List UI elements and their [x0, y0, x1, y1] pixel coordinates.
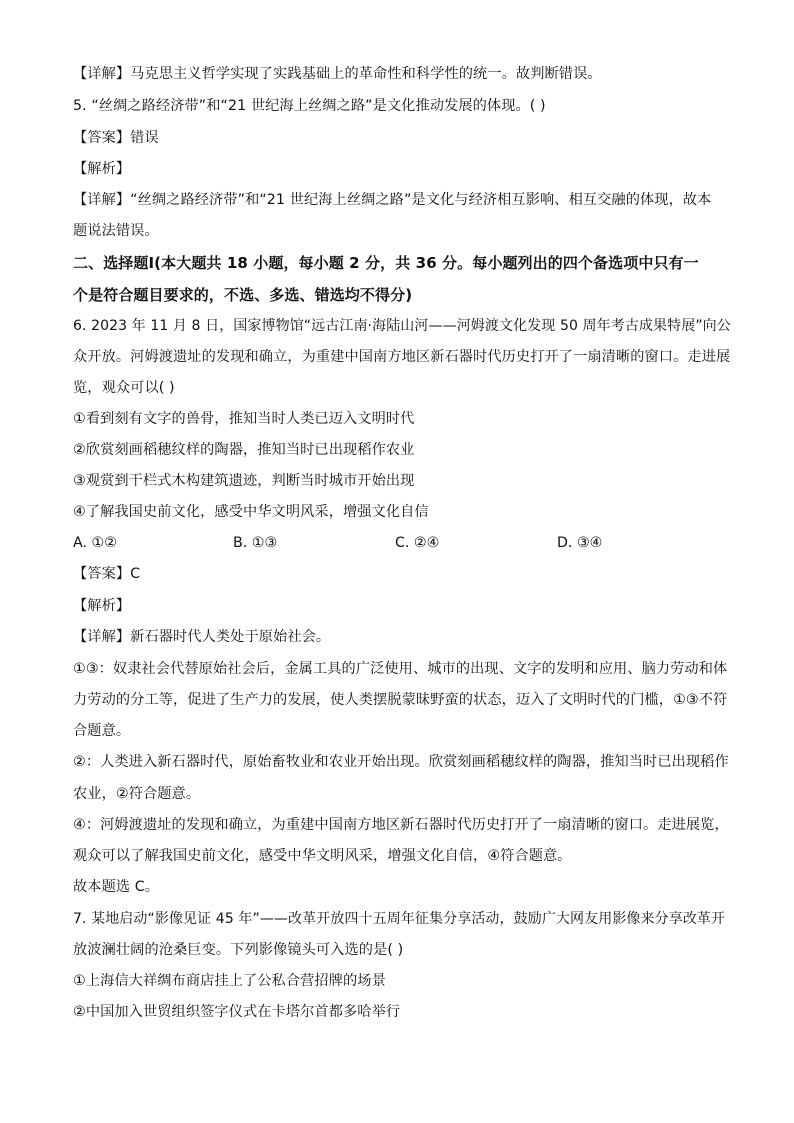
answer-q6: 【答案】C [73, 566, 141, 582]
analysis-label-q6: 【解析】 [73, 598, 131, 614]
q6-statement-2: ②欣赏刻画稻穗纹样的陶器，推知当时已出现稻作农业 [73, 442, 415, 458]
q6-option-d: D. ③④ [557, 535, 603, 551]
explanation-q6-13-line1: ①③：奴隶社会代替原始社会后，金属工具的广泛使用、城市的出现、文字的发明和应用、脑力劳动和体 [73, 661, 728, 677]
q7-statement-2: ②中国加入世贸组织签字仪式在卡塔尔首都多哈举行 [73, 1004, 401, 1020]
explanation-q6-intro: 【详解】新石器时代人类处于原始社会。 [73, 629, 331, 645]
explanation-q6-13-line2: 力劳动的分工等，促进了生产力的发展，使人类摆脱蒙昧野蛮的状态，迈入了文明时代的门槛，①③不符 [73, 692, 728, 708]
explanation-q5-line1: 【详解】“丝绸之路经济带”和“21 世纪海上丝绸之路”是文化与经济相互影响、相互交融的体现，故本 [73, 192, 712, 208]
question-7-line2: 放波澜壮阔的沧桑巨变。下列影像镜头可入选的是( ) [73, 942, 404, 958]
q6-statement-3: ③观赏到干栏式木构建筑遗迹，判断当时城市开始出现 [73, 473, 415, 489]
explanation-q6-4-line1: ④：河姆渡遗址的发现和确立，为重建中国南方地区新石器时代历史打开了一扇清晰的窗口。走进展览， [73, 817, 729, 833]
explanation-q6-2-line1: ②：人类进入新石器时代，原始畜牧业和农业开始出现。欣赏刻画稻穗纹样的陶器，推知当时已出现稻作 [73, 754, 729, 770]
explanation-q6-13-line3: 合题意。 [73, 723, 131, 739]
question-5: 5. “丝绸之路经济带”和“21 世纪海上丝绸之路”是文化推动发展的体现。( ) [73, 98, 546, 114]
explanation-q6-4-line2: 观众可以了解我国史前文化，感受中华文明风采，增强文化自信，④符合题意。 [73, 848, 572, 864]
q6-option-b: B. ①③ [233, 535, 278, 551]
conclusion-q6: 故本题选 C。 [73, 879, 160, 895]
question-6-line1: 6. 2023 年 11 月 8 日，国家博物馆“远古江南·海陆山河——河姆渡文化发现 50 周年考古成果特展”向公 [73, 318, 731, 334]
q6-option-a: A. ①② [73, 535, 117, 551]
question-6-line2: 众开放。河姆渡遗址的发现和确立，为重建中国南方地区新石器时代历史打开了一扇清晰的窗口。走进展 [73, 349, 731, 365]
analysis-label-q5: 【解析】 [73, 161, 131, 177]
section-heading-line1: 二、选择题Ⅰ(本大题共 18 小题，每小题 2 分，共 36 分。每小题列出的四个备选项中只有一 [73, 254, 699, 272]
q6-statement-1: ①看到刻有文字的兽骨，推知当时人类已迈入文明时代 [73, 411, 415, 427]
q6-statement-4: ④了解我国史前文化，感受中华文明风采，增强文化自信 [73, 504, 429, 520]
question-7-line1: 7. 某地启动“影像见证 45 年”——改革开放四十五周年征集分享活动，鼓励广大网友用影像来分享改革开 [73, 911, 726, 927]
question-6-line3: 览，观众可以( ) [73, 380, 175, 396]
section-heading-line2: 个是符合题目要求的，不选、多选、错选均不得分) [73, 286, 413, 304]
q6-option-c: C. ②④ [395, 535, 440, 551]
explanation-q4: 【详解】马克思主义哲学实现了实践基础上的革命性和科学性的统一。故判断错误。 [73, 66, 602, 82]
explanation-q6-2-line2: 农业，②符合题意。 [73, 786, 201, 802]
answer-q5: 【答案】错误 [73, 130, 159, 146]
explanation-q5-line2: 题说法错误。 [73, 223, 159, 239]
q7-statement-1: ①上海信大祥绸布商店挂上了公私合营招牌的场景 [73, 973, 386, 989]
